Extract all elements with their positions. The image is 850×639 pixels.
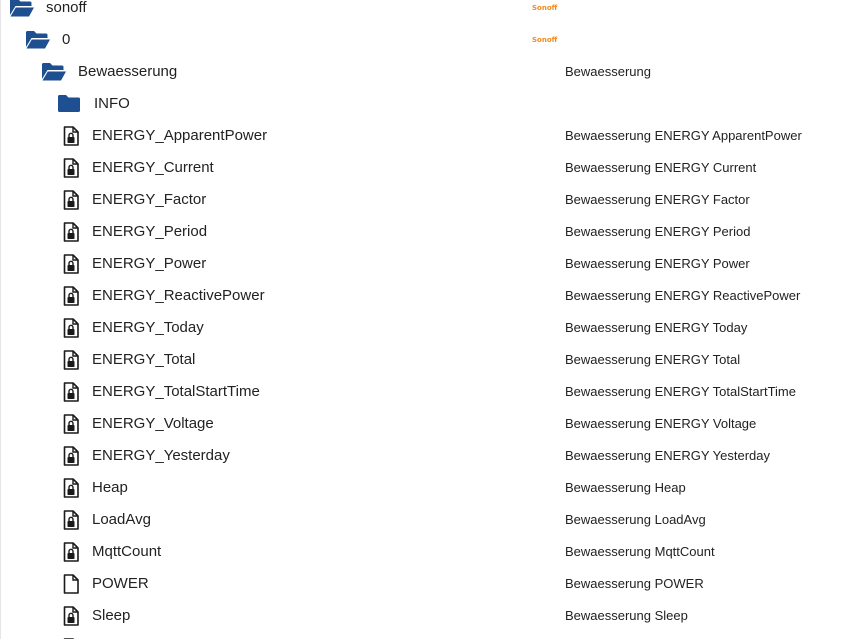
tree-row-label: POWER: [92, 575, 149, 592]
file-icon: [63, 568, 79, 600]
file-locked-icon: [63, 184, 79, 216]
tree-row-label: Heap: [92, 479, 128, 496]
file-locked-icon: [63, 152, 79, 184]
tree-row[interactable]: [0, 0, 850, 24]
file-locked-icon: [63, 440, 79, 472]
tree-row[interactable]: [0, 184, 850, 216]
tree-row-name: Bewaesserung ENERGY Power: [565, 256, 750, 271]
tree-row-name: Bewaesserung ENERGY Total: [565, 352, 741, 367]
tree-row-label: MqttCount: [92, 543, 162, 560]
tree-row-name: Bewaesserung ENERGY Today: [565, 320, 748, 335]
tree-row[interactable]: [0, 376, 850, 408]
tree-row[interactable]: [0, 120, 850, 152]
tree-row[interactable]: [0, 216, 850, 248]
tree-row-label: LoadAvg: [92, 511, 151, 528]
tree-row-name: Bewaesserung ENERGY Voltage: [565, 416, 757, 431]
file-locked-icon: [63, 248, 79, 280]
tree-row[interactable]: [0, 248, 850, 280]
tree-row[interactable]: [0, 504, 850, 536]
tree-row-name: Bewaesserung ENERGY ApparentPower: [565, 128, 802, 143]
tree-row-name: Bewaesserung ENERGY Factor: [565, 192, 750, 207]
tree-row[interactable]: [0, 280, 850, 312]
file-locked-icon: [63, 280, 79, 312]
folder-open-icon[interactable]: [9, 0, 35, 24]
tree-row[interactable]: [0, 408, 850, 440]
tree-row-name: Bewaesserung MqttCount: [565, 544, 715, 559]
tree-row-label: ENERGY_TotalStartTime: [92, 383, 260, 400]
file-locked-icon: [63, 216, 79, 248]
folder-open-icon[interactable]: [25, 24, 51, 56]
tree-row-name: Bewaesserung POWER: [565, 576, 704, 591]
tree-row[interactable]: [0, 56, 850, 88]
sonoff-logo: Sonoff: [532, 36, 558, 44]
tree-row-label: ENERGY_Total: [92, 351, 196, 368]
tree-row-name: Bewaesserung ENERGY Yesterday: [565, 448, 770, 463]
tree-row[interactable]: [0, 440, 850, 472]
tree-row[interactable]: [0, 88, 850, 120]
tree-row-label: ENERGY_Factor: [92, 191, 207, 208]
tree-row-label: ENERGY_Power: [92, 255, 207, 272]
file-locked-icon: [63, 312, 79, 344]
tree-row[interactable]: [0, 568, 850, 600]
file-locked-icon: [63, 504, 79, 536]
tree-row-label: ENERGY_Today: [92, 319, 204, 336]
tree-row[interactable]: [0, 344, 850, 376]
tree-row-name: Bewaesserung ENERGY TotalStartTime: [565, 384, 796, 399]
file-locked-icon: [63, 120, 79, 152]
tree-row-name: Bewaesserung ENERGY ReactivePower: [565, 288, 801, 303]
tree-row-name: Bewaesserung Sleep: [565, 608, 688, 623]
tree-row-name: Bewaesserung ENERGY Period: [565, 224, 751, 239]
file-locked-icon: [63, 600, 79, 632]
tree-row[interactable]: [0, 472, 850, 504]
tree-row-label: sonoff: [46, 0, 87, 16]
tree-row-label: 0: [62, 31, 71, 48]
file-locked-icon: [63, 344, 79, 376]
file-locked-icon: [63, 632, 79, 639]
folder-closed-icon[interactable]: [57, 88, 81, 120]
tree-row-label: ENERGY_Period: [92, 223, 208, 240]
tree-row[interactable]: [0, 312, 850, 344]
tree-row-name: Bewaesserung: [565, 64, 651, 79]
tree-row-label: ENERGY_ReactivePower: [92, 287, 265, 304]
tree-row-label: ENERGY_Current: [92, 159, 214, 176]
tree-row-label: ENERGY_Voltage: [92, 415, 214, 432]
tree-row[interactable]: [0, 632, 850, 639]
tree-row-label: ENERGY_Yesterday: [92, 447, 230, 464]
file-locked-icon: [63, 376, 79, 408]
tree-row-label: INFO: [94, 95, 130, 112]
tree-row[interactable]: [0, 600, 850, 632]
tree-row[interactable]: [0, 24, 850, 56]
file-locked-icon: [63, 472, 79, 504]
file-locked-icon: [63, 408, 79, 440]
tree-row-name: Bewaesserung LoadAvg: [565, 512, 706, 527]
tree-row[interactable]: [0, 152, 850, 184]
tree-row-name: Bewaesserung ENERGY Current: [565, 160, 757, 175]
tree-row-label: Sleep: [92, 607, 131, 624]
tree-row-label: ENERGY_ApparentPower: [92, 127, 268, 144]
tree-row[interactable]: [0, 536, 850, 568]
tree-row-label: Bewaesserung: [78, 63, 178, 80]
tree-row-name: Bewaesserung Heap: [565, 480, 686, 495]
folder-open-icon[interactable]: [41, 56, 67, 88]
sonoff-logo: Sonoff: [532, 4, 558, 12]
file-locked-icon: [63, 536, 79, 568]
